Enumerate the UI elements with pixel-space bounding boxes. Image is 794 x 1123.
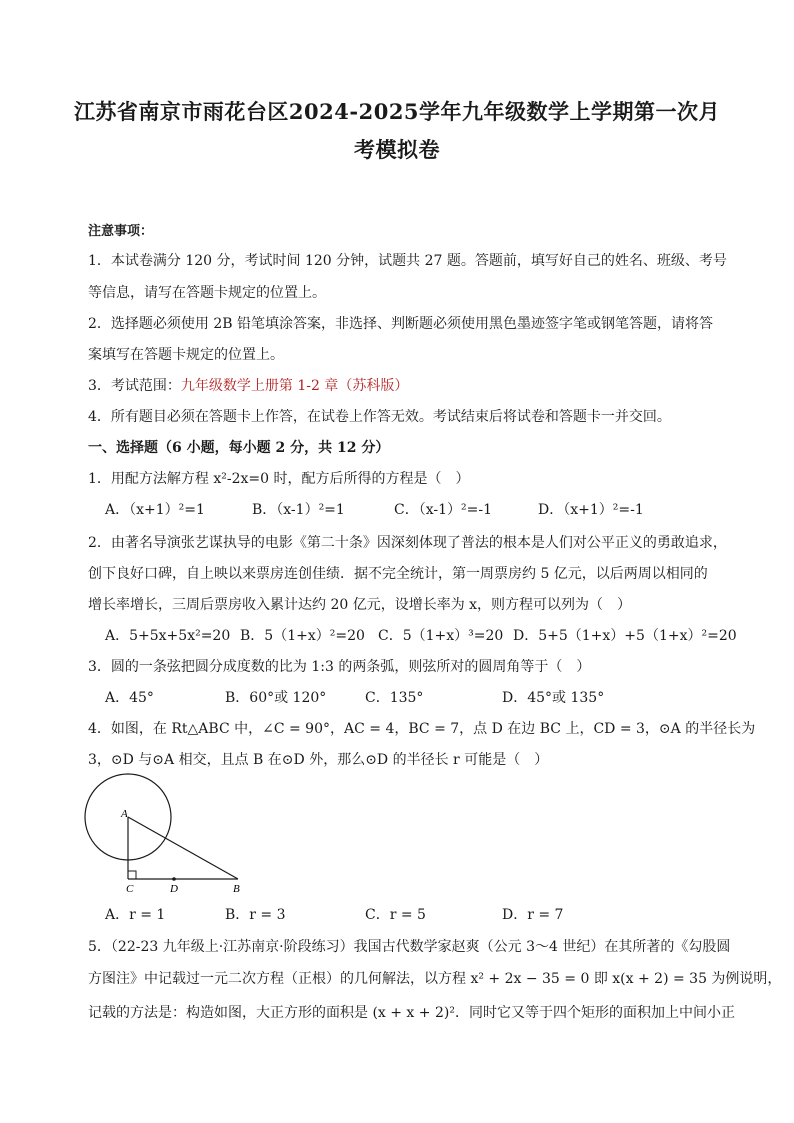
notice-item-2b: 案填写在答题卡规定的位置上。 — [88, 347, 284, 363]
q4-geometry-figure — [80, 772, 260, 897]
notice-item-2a: 2．选择题必须使用 2B 铅笔填涂答案，非选择、判断题必须使用黑色墨迹签字笔或钢笔答题，请将答 — [88, 316, 714, 332]
notice-item-3-prefix: 3．考试范围： — [88, 378, 181, 394]
label-c: C — [126, 883, 134, 895]
q3-option-c: C．135° — [365, 690, 424, 706]
q5-stem-b: 方图注》中记载过一元二次方程（正根）的几何解法，以方程 x² + 2x − 35 = 0 即 x(x + 2) = 35 为例说明， — [88, 971, 782, 987]
notice-item-1a: 1．本试卷满分 120 分，考试时间 120 分钟，试题共 27 题。答题前，填写好自己的姓名、班级、考号 — [88, 253, 727, 269]
q2-stem-b: 创下良好口碑，自上映以来票房连创佳绩．据不完全统计，第一周票房约 5 亿元，以后两周以相同的 — [88, 566, 708, 582]
q2-stem-a: 2．由著名导演张艺谋执导的电影《第二十条》因深刻体现了普法的根本是人们对公平正义的勇敢追求， — [88, 535, 727, 551]
q2-option-a: A．5+5x+5x²=20 — [105, 628, 231, 644]
notice-item-3-range: 九年级数学上册第 1-2 章（苏科版） — [180, 378, 409, 394]
point-d-dot — [172, 877, 176, 881]
label-b: B — [233, 883, 240, 895]
q3-option-d: D．45°或 135° — [502, 690, 605, 706]
section-heading-choice: 一、选择题（6 小题，每小题 2 分，共 12 分） — [88, 440, 390, 456]
right-angle-mark — [128, 871, 136, 879]
q4-option-d: D．r = 7 — [502, 907, 564, 923]
q1-option-b: B．（x-1）²=1 — [252, 502, 345, 518]
side-ab — [128, 817, 238, 879]
notice-item-4: 4．所有题目必须在答题卡上作答，在试卷上作答无效。考试结束后将试卷和答题卡一并交回。 — [88, 409, 671, 425]
q4-option-a: A．r = 1 — [105, 907, 166, 923]
label-a: A — [121, 808, 128, 820]
notice-item-3 — [88, 375, 728, 395]
q1-option-d: D．（x+1）²=-1 — [538, 502, 644, 518]
q3-option-b: B．60°或 120° — [225, 690, 327, 706]
q2-option-d: D．5+5（1+x）+5（1+x）²=20 — [513, 628, 737, 644]
q5-stem-c: 记载的方法是：构造如图，大正方形的面积是 (x + x + 2)²．同时它又等于四个矩形的面积加上中间小正 — [88, 1005, 735, 1021]
q3-stem: 3．圆的一条弦把圆分成度数的比为 1:3 的两条弧，则弦所对的圆周角等于（ ） — [88, 659, 591, 675]
page-title-line2: 考模拟卷 — [354, 137, 440, 162]
q2-stem-c: 增长率增长，三周后票房收入累计达约 20 亿元，设增长率为 x，则方程可以列为（ ） — [88, 597, 632, 613]
page-title-line1: 江苏省南京市雨花台区2024-2025学年九年级数学上学期第一次月 — [73, 99, 721, 124]
q3-option-a: A．45° — [105, 690, 154, 706]
q2-option-c: C．5（1+x）³=20 — [378, 628, 504, 644]
q1-stem: 1．用配方法解方程 x²-2x=0 时，配方后所得的方程是（ ） — [88, 471, 470, 487]
notice-item-1b: 等信息，请写在答题卡规定的位置上。 — [88, 285, 326, 301]
q2-option-b: B．5（1+x）²=20 — [240, 628, 365, 644]
notice-heading: 注意事项： — [88, 224, 154, 239]
q5-stem-a: 5．（22-23 九年级上·江苏南京·阶段练习）我国古代数学家赵爽（公元 3～4 世纪）在其所著的《勾股圆 — [88, 939, 731, 955]
q4-stem-a: 4．如图，在 Rt△ABC 中，∠C = 90°，AC = 4，BC = 7，点 D 在边 BC 上，CD = 3，⊙A 的半径长为 — [88, 721, 756, 737]
q4-stem-b: 3，⊙D 与⊙A 相交，且点 B 在⊙D 外，那么⊙D 的半径长 r 可能是（ ） — [88, 752, 549, 768]
q1-option-a: A．（x+1）²=1 — [105, 502, 205, 518]
q1-option-c: C．（x-1）²=-1 — [394, 502, 492, 518]
q4-option-c: C．r = 5 — [365, 907, 426, 923]
q4-option-b: B．r = 3 — [225, 907, 286, 923]
label-d: D — [170, 883, 178, 895]
